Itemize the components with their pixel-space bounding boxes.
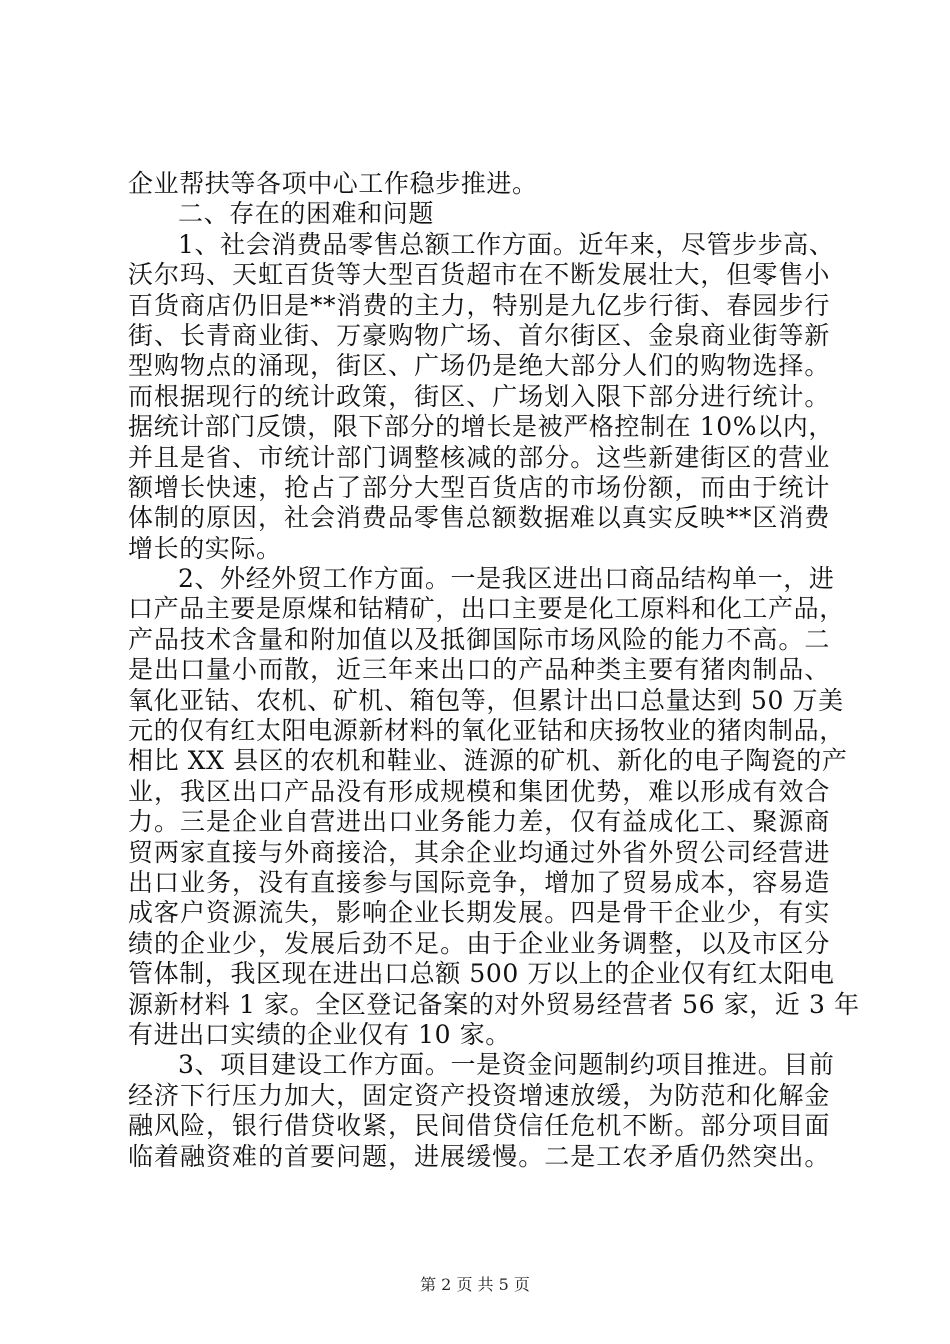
text-line: 业，我区出口产品没有形成规模和集团优势，难以形成有效合 — [128, 776, 830, 806]
text-line: 3、项目建设工作方面。一是资金问题制约项目推进。目前 — [178, 1050, 835, 1080]
text-line: 经济下行压力加大，固定资产投资增速放缓，为防范和化解金 — [128, 1080, 830, 1110]
text-line: 并且是省、市统计部门调整核减的部分。这些新建街区的营业 — [128, 442, 830, 472]
text-line: 型购物点的涌现，街区、广场仍是绝大部分人们的购物选择。 — [128, 351, 830, 381]
text-line: 沃尔玛、天虹百货等大型百货超市在不断发展壮大，但零售小 — [128, 260, 830, 290]
text-line: 力。三是企业自营进出口业务能力差，仅有益成化工、聚源商 — [128, 807, 830, 837]
text-line: 百货商店仍旧是**消费的主力，特别是九亿步行街、春园步行 — [128, 290, 830, 320]
text-line: 是出口量小而散，近三年来出口的产品种类主要有猪肉制品、 — [128, 655, 830, 685]
text-line: 有进出口实绩的企业仅有 10 家。 — [128, 1019, 511, 1049]
text-line: 额增长快速，抢占了部分大型百货店的市场份额，而由于统计 — [128, 472, 830, 502]
text-line: 而根据现行的统计政策，街区、广场划入限下部分进行统计。 — [128, 381, 830, 411]
text-line: 贸两家直接与外商接洽，其余企业均通过外省外贸公司经营进 — [128, 837, 830, 867]
text-line: 产品技术含量和附加值以及抵御国际市场风险的能力不高。二 — [128, 624, 830, 654]
text-line: 企业帮扶等各项中心工作稳步推进。 — [128, 169, 538, 198]
text-line: 源新材料 1 家。全区登记备案的对外贸易经营者 56 家，近 3 年 — [128, 989, 860, 1019]
text-line: 出口业务，没有直接参与国际竞争，增加了贸易成本，容易造 — [128, 867, 830, 897]
text-line: 增长的实际。 — [128, 533, 282, 563]
text-line: 街、长青商业街、万豪购物广场、首尔街区、金泉商业街等新 — [128, 320, 830, 350]
text-line: 据统计部门反馈，限下部分的增长是被严格控制在 10%以内， — [128, 412, 834, 442]
text-line: 管体制，我区现在进出口总额 500 万以上的企业仅有红太阳电 — [128, 959, 835, 989]
document-body — [128, 169, 860, 1172]
text-line: 融风险，银行借贷收紧，民间借贷信任危机不断。部分项目面 — [128, 1111, 830, 1141]
text-line: 临着融资难的首要问题，进展缓慢。二是工农矛盾仍然突出。 — [128, 1141, 830, 1171]
text-line: 二、存在的困难和问题 — [178, 199, 435, 229]
text-line: 2、外经外贸工作方面。一是我区进出口商品结构单一，进 — [178, 564, 835, 594]
text-line: 口产品主要是原煤和钴精矿，出口主要是化工原料和化工产品， — [128, 594, 845, 624]
text-line: 氧化亚钴、农机、矿机、箱包等，但累计出口总量达到 50 万美 — [128, 685, 844, 715]
text-line: 成客户资源流失，影响企业长期发展。四是骨干企业少，有实 — [128, 898, 830, 928]
text-line: 绩的企业少，发展后劲不足。由于企业业务调整，以及市区分 — [128, 928, 830, 958]
page-footer: 第 2 页 共 5 页 — [420, 1275, 530, 1294]
text-line: 相比 XX 县区的农机和鞋业、涟源的矿机、新化的电子陶瓷的产 — [128, 746, 848, 776]
text-line: 1、社会消费品零售总额工作方面。近年来，尽管步步高、 — [178, 229, 835, 259]
text-line: 体制的原因，社会消费品零售总额数据难以真实反映**区消费 — [128, 503, 830, 533]
text-line: 元的仅有红太阳电源新材料的氧化亚钴和庆扬牧业的猪肉制品， — [128, 716, 845, 746]
